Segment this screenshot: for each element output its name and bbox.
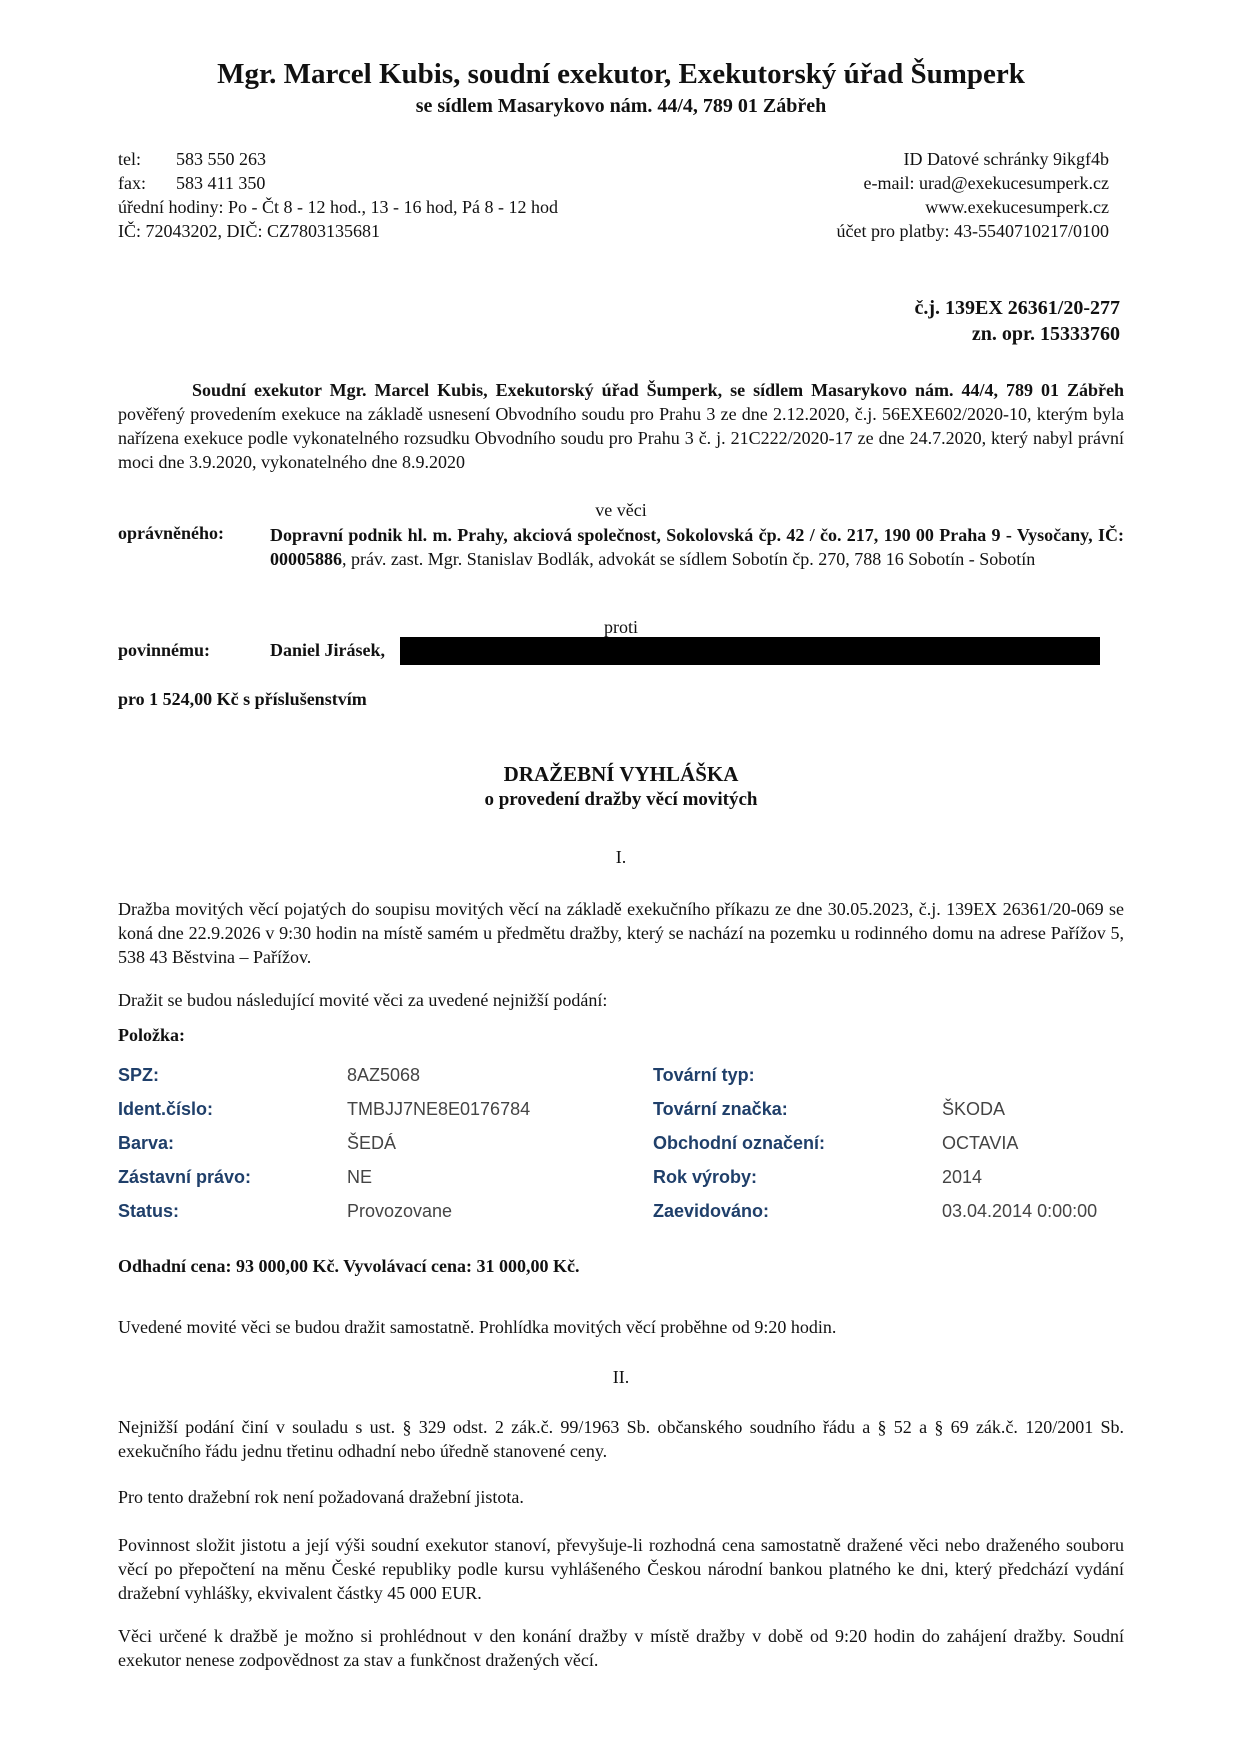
contact-block-right	[837, 147, 1109, 243]
office-hours: úřední hodiny: Po - Čt 8 - 12 hod., 13 - 16 hod, Pá 8 - 12 hod	[118, 197, 558, 217]
office-seat: se sídlem Masarykovo nám. 44/4, 789 01 Zábřeh	[415, 95, 827, 117]
databox-id: ID Datové schránky 9ikgf4b	[903, 149, 1109, 169]
creditor-reference: zn. opr. 15333760	[971, 323, 1120, 345]
intro-text: pověřený provedením exekuce na základě usnesení Obvodního soudu pro Prahu 3 ze dne 2.12.2020, č.j. 56EXE602/2020-10, kterým byla nařízena exekuce podle vykonatelného rozsudku Obvodního soudu pro Prahu 3 č. j. 21C222/2020-17 ze dne 24.7.2020, který nabyl právní moci dne 3.9.2020, vykonatelného dne 8.9.2020	[118, 404, 1124, 472]
case-number: č.j. 139EX 26361/20-277	[914, 297, 1120, 319]
redaction-bar	[400, 637, 1100, 665]
no-deposit-paragraph: Pro tento dražební rok není požadovaná dražební jistota.	[118, 1487, 524, 1507]
ident-label: Ident.číslo:	[118, 1099, 214, 1119]
payment-account: účet pro platby: 43-5540710217/0100	[836, 221, 1109, 241]
email: e-mail: urad@exekucesumperk.cz	[863, 173, 1109, 193]
notice-title: DRAŽEBNÍ VYHLÁŠKA	[503, 762, 739, 786]
creditor-name: Dopravní podnik hl. m. Prahy, akciová společnost, Sokolovská čp. 42 / čo. 217, 190 00 Praha 9 - Vysočany, IČ: 00005886	[270, 525, 1124, 569]
against-label: proti	[604, 617, 638, 637]
debtor-name: Daniel Jirásek,	[270, 640, 385, 660]
company-ids: IČ: 72043202, DIČ: CZ7803135681	[118, 221, 381, 241]
debtor-label: povinnému:	[118, 640, 211, 660]
color-value: ŠEDÁ	[347, 1133, 397, 1153]
intro-bold: Soudní exekutor Mgr. Marcel Kubis, Exekutorský úřad Šumperk, se sídlem Masarykovo nám. 44/4, 789 01 Zábřeh	[192, 380, 1124, 400]
tel-label: tel:	[118, 149, 141, 169]
items-intro: Dražit se budou následující movité věci za uvedené nejnižší podání:	[118, 990, 608, 1010]
registered-value: 03.04.2014 0:00:00	[942, 1201, 1098, 1221]
fax-label: fax:	[118, 173, 146, 193]
creditor-representative: , práv. zast. Mgr. Stanislav Bodlák, advokát se sídlem Sobotín čp. 270, 788 16 Sobotín - Sobotín	[342, 549, 1036, 569]
tel-value: 583 550 263	[176, 149, 266, 169]
model-label: Obchodní označení:	[653, 1133, 826, 1153]
section-one-heading: I.	[615, 847, 627, 867]
color-label: Barva:	[118, 1133, 175, 1153]
website: www.exekucesumperk.cz	[925, 197, 1109, 217]
separately-note: Uvedené movité věci se budou dražit samostatně. Prohlídka movitých věcí proběhne od 9:20 hodin.	[118, 1317, 837, 1337]
inspection-paragraph: Věci určené k dražbě je možno si prohlédnout v den konání dražby v místě dražby v době od 9:20 hodin do zahájení dražby. Soudní exekutor nenese zodpovědnost za stav a funkčnost dražených věcí.	[118, 1626, 1124, 1670]
deposit-duty-paragraph: Povinnost složit jistotu a její výši soudní exekutor stanoví, převyšuje-li rozhodná cena samostatně dražené věci nebo draženého souboru věcí po přepočtení na měnu České republiky podle kursu vyhlášeného Českou národní bankou platného ke dni, který předchází vydání dražební vyhlášky, ekvivalent částky 45 000 EUR.	[118, 1535, 1124, 1603]
model-value: OCTAVIA	[942, 1133, 1019, 1153]
ident-value: TMBJJ7NE8E0176784	[347, 1099, 531, 1119]
creditor-label: oprávněného:	[118, 523, 225, 543]
minimum-bid-paragraph: Nejnižší podání činí v souladu s ust. § 329 odst. 2 zák.č. 99/1963 Sb. občanského soudního řádu a § 52 a § 69 zák.č. 120/2001 Sb. exekučního řádu jednu třetinu odhadní nebo úředně stanovené ceny.	[118, 1417, 1124, 1461]
claim-amount: pro 1 524,00 Kč s příslušenstvím	[118, 689, 367, 709]
make-value: ŠKODA	[942, 1099, 1006, 1119]
contact-block-left	[118, 147, 558, 243]
factory-type-label: Tovární typ:	[653, 1065, 755, 1085]
lien-label: Zástavní právo:	[118, 1167, 252, 1187]
status-label: Status:	[118, 1201, 180, 1221]
year-label: Rok výroby:	[653, 1167, 758, 1187]
creditor-details	[270, 523, 1124, 571]
matter-label: ve věci	[595, 500, 647, 520]
year-value: 2014	[942, 1167, 983, 1187]
registered-label: Zaevidováno:	[653, 1201, 770, 1221]
item-heading: Položka:	[118, 1025, 185, 1045]
spz-value: 8AZ5068	[347, 1065, 421, 1085]
office-title: Mgr. Marcel Kubis, soudní exekutor, Exekutorský úřad Šumperk	[217, 58, 1025, 90]
make-label: Tovární značka:	[653, 1099, 788, 1119]
auction-paragraph: Dražba movitých věcí pojatých do soupisu movitých věcí na základě exekučního příkazu ze dne 30.05.2023, č.j. 139EX 26361/20-069 se koná dne 22.9.2026 v 9:30 hodin na místě samém u předmětu dražby, který se nachází na pozemku u rodinného domu na adrese Pařížov 5, 538 43 Běstvina – Pařížov.	[118, 899, 1124, 967]
lien-value: NE	[347, 1167, 373, 1187]
status-value: Provozovane	[347, 1201, 453, 1221]
section-two-heading: II.	[612, 1367, 630, 1387]
spz-label: SPZ:	[118, 1065, 160, 1085]
fax-value: 583 411 350	[176, 173, 266, 193]
intro-paragraph	[118, 378, 1124, 474]
notice-subtitle: o provedení dražby věcí movitých	[484, 789, 758, 810]
price-line: Odhadní cena: 93 000,00 Kč. Vyvolávací cena: 31 000,00 Kč.	[118, 1256, 580, 1276]
